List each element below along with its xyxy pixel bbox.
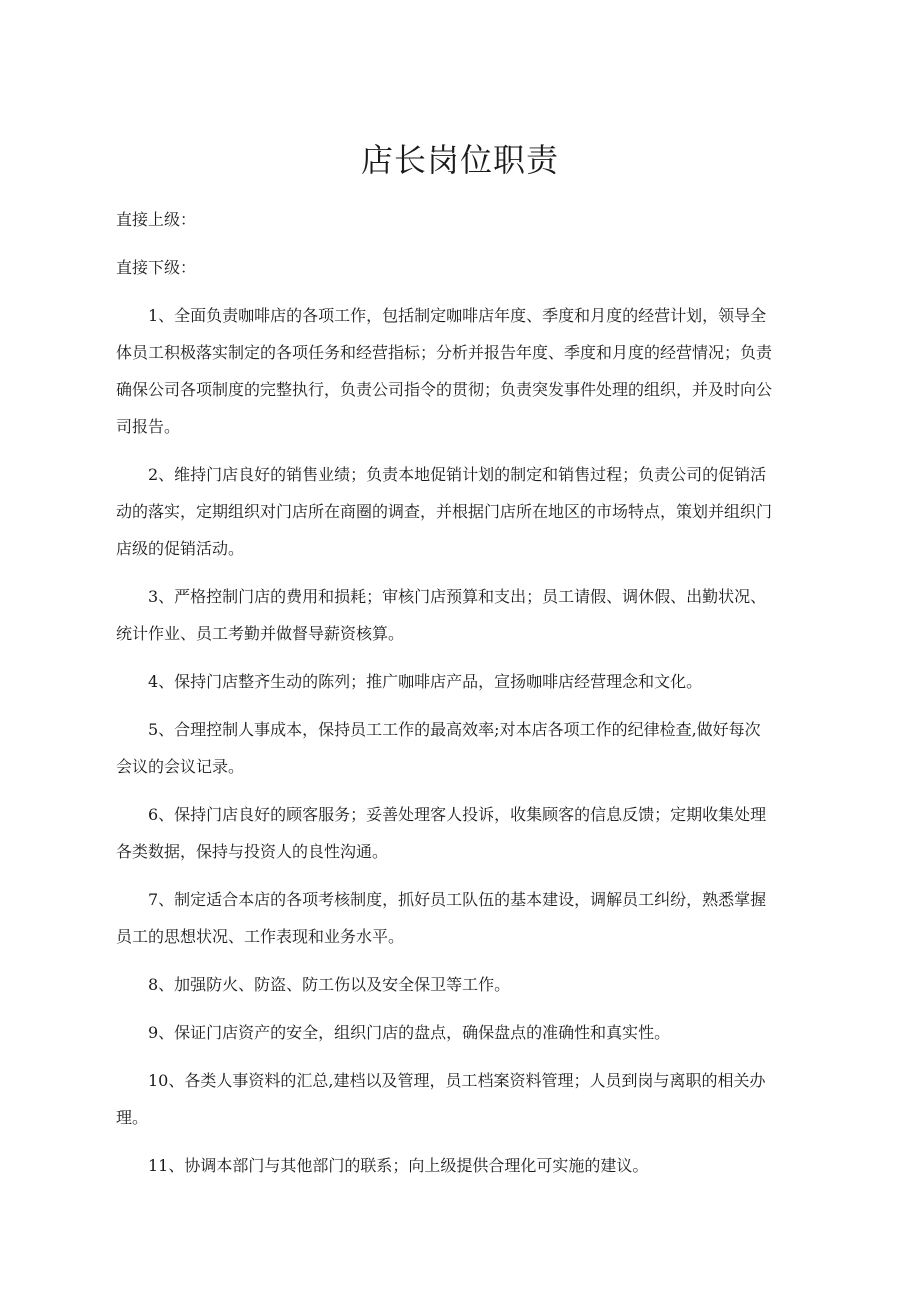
paragraph-line: 5、合理控制人事成本，保持员工工作的最高效率;对本店各项工作的纪律检查,做好每次 [148, 720, 761, 739]
paragraph-line: 动的落实，定期组织对门店所在商圈的调查，并根据门店所在地区的市场特点，策划并组织门 [116, 502, 773, 521]
duty-paragraph-5 [116, 711, 810, 785]
paragraph-line: 9、保证门店资产的安全，组织门店的盘点，确保盘点的准确性和真实性。 [148, 1023, 671, 1042]
paragraph-line: 统计作业、员工考勤并做督导薪资核算。 [116, 624, 405, 643]
direct-subordinate-label: 直接下级： [116, 258, 197, 277]
paragraph-line: 理。 [116, 1108, 149, 1127]
direct-superior-label: 直接上级： [116, 210, 197, 229]
duty-paragraph-8 [116, 966, 810, 1003]
duty-paragraph-1 [116, 297, 810, 445]
paragraph-line: 3、严格控制门店的费用和损耗；审核门店预算和支出；员工请假、调休假、出勤状况、 [148, 587, 767, 606]
page-title: 店长岗位职责 [360, 141, 559, 179]
duty-paragraph-4 [116, 663, 810, 700]
duty-paragraph-3 [116, 578, 810, 652]
duty-paragraph-11 [116, 1147, 810, 1184]
document-body [116, 201, 810, 1195]
paragraph-line: 10、各类人事资料的汇总,建档以及管理，员工档案资料管理；人员到岗与离职的相关办 [148, 1071, 766, 1090]
duty-paragraph-2 [116, 456, 810, 567]
spacer [116, 286, 810, 297]
paragraph-line: 各类数据，保持与投资人的良性沟通。 [116, 842, 389, 861]
paragraph-line: 确保公司各项制度的完整执行，负责公司指令的贯彻；负责突发事件处理的组织，并及时向公 [116, 380, 773, 399]
duty-paragraph-6 [116, 796, 810, 870]
duty-paragraph-7 [116, 881, 810, 955]
paragraph-line: 1、全面负责咖啡店的各项工作，包括制定咖啡店年度、季度和月度的经营计划，领导全 [148, 306, 767, 325]
paragraph-line: 体员工积极落实制定的各项任务和经营指标；分析并报告年度、季度和月度的经营情况；负责 [116, 343, 773, 362]
duty-paragraph-9 [116, 1014, 810, 1051]
paragraph-line: 8、加强防火、防盗、防工伤以及安全保卫等工作。 [148, 975, 511, 994]
paragraph-line: 4、保持门店整齐生动的陈列；推广咖啡店产品，宣扬咖啡店经营理念和文化。 [148, 672, 703, 691]
paragraph-line: 员工的思想状况、工作表现和业务水平。 [116, 927, 405, 946]
paragraph-line: 7、制定适合本店的各项考核制度，抓好员工队伍的基本建设，调解员工纠纷，熟悉掌握 [148, 890, 767, 909]
paragraph-line: 司报告。 [116, 417, 181, 436]
duty-paragraph-10 [116, 1062, 810, 1136]
spacer [116, 238, 810, 249]
paragraph-line: 店级的促销活动。 [116, 539, 245, 558]
paragraph-line: 6、保持门店良好的顾客服务；妥善处理客人投诉，收集顾客的信息反馈；定期收集处理 [148, 805, 767, 824]
paragraph-line: 11、协调本部门与其他部门的联系；向上级提供合理化可实施的建议。 [148, 1156, 649, 1175]
paragraph-line: 会议的会议记录。 [116, 757, 245, 776]
paragraph-line: 2、维持门店良好的销售业绩；负责本地促销计划的制定和销售过程；负责公司的促销活 [148, 465, 767, 484]
